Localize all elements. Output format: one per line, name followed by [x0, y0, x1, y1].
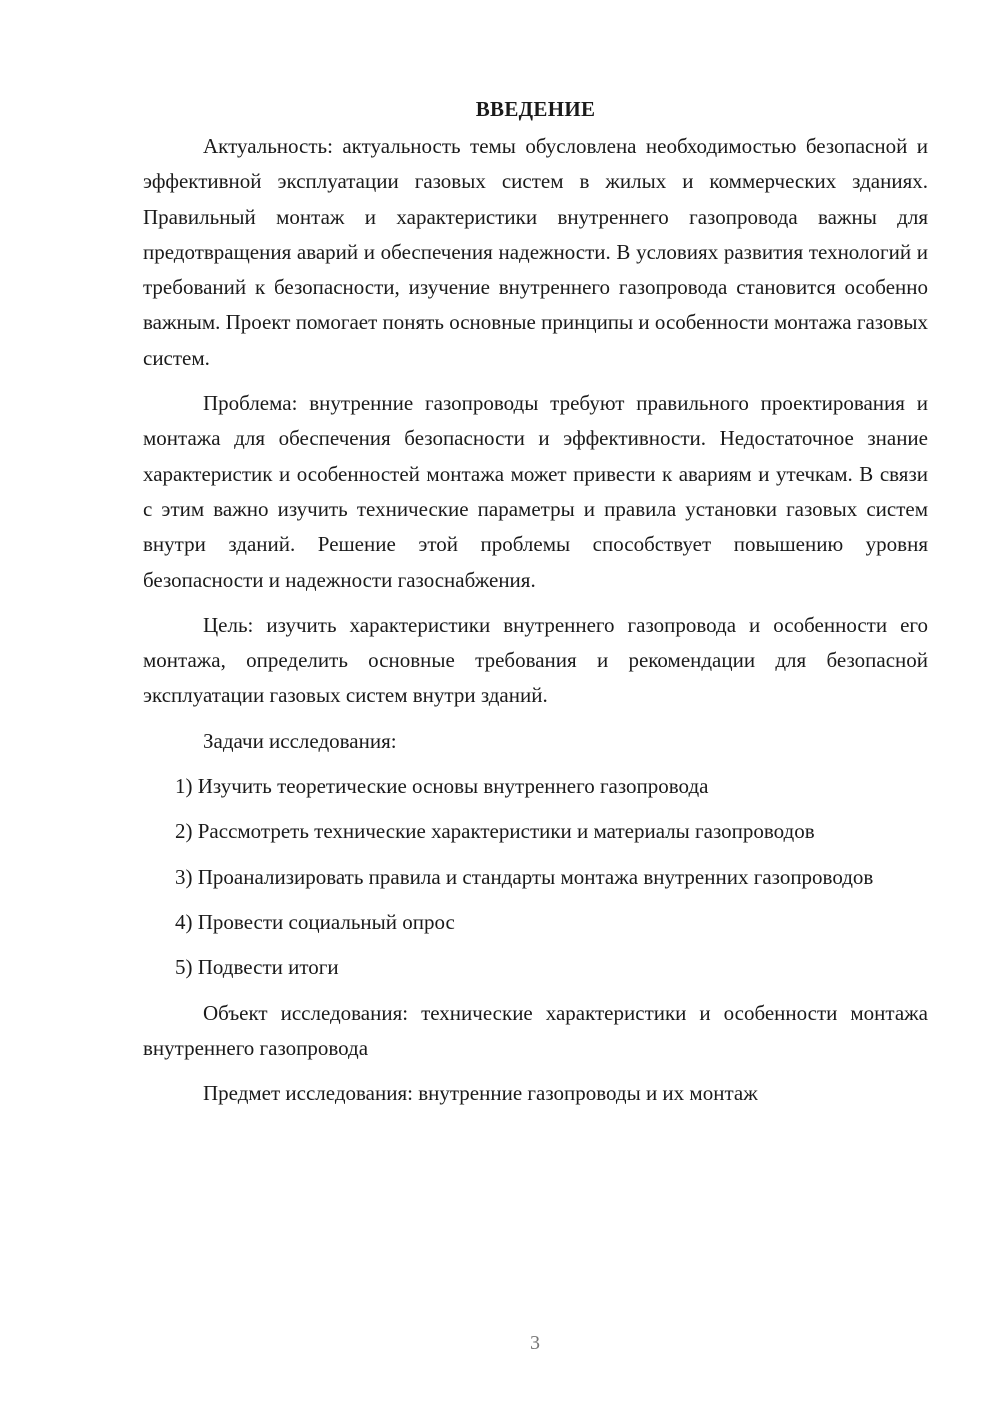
page-number: 3 — [530, 1332, 540, 1354]
goal-paragraph: Цель: изучить характеристики внутреннего газопровода и особенности его монтажа, определить основные требования и рекомендации для безопасной эксплуатации газовых систем внутри зданий. — [143, 612, 928, 708]
list-item: 5) Подвести итоги — [175, 955, 339, 980]
list-item: 2) Рассмотреть технические характеристики и материалы газопроводов — [175, 819, 815, 844]
list-item: 4) Провести социальный опрос — [175, 909, 455, 934]
page-title: ВВЕДЕНИЕ — [475, 97, 596, 121]
list-item: 3) Проанализировать правила и стандарты монтажа внутренних газопроводов — [175, 864, 874, 889]
object-paragraph: Объект исследования: технические характеристики и особенности монтажа внутреннего газопровода — [143, 1000, 928, 1060]
tasks-list — [143, 769, 928, 985]
problem-paragraph: Проблема: внутренние газопроводы требуют правильного проектирования и монтажа для обеспечения безопасности и эффективности. Недостаточное знание характеристик и особенностей монтажа может привести к авариям и утечкам. В связи с этим важно изучить технические параметры и правила установки газовых систем внутри зданий. Решение этой проблемы способствует повышению уровня безопасности и надежности газоснабжения. — [143, 391, 928, 592]
tasks-heading: Задачи исследования: — [203, 728, 397, 753]
relevance-paragraph: Актуальность: актуальность темы обусловлена необходимостью безопасной и эффективной эксплуатации газовых систем в жилых и коммерческих зданиях. Правильный монтаж и характеристики внутреннего газопровода важны для предотвращения аварий и обеспечения надежности. В условиях развития технологий и требований к безопасности, изучение внутреннего газопровода становится особенно важным. Проект помогает понять основные принципы и особенности монтажа газовых систем. — [143, 134, 928, 370]
list-item: 1) Изучить теоретические основы внутреннего газопровода — [175, 774, 709, 799]
subject-paragraph: Предмет исследования: внутренние газопроводы и их монтаж — [203, 1081, 758, 1106]
document-page — [143, 92, 928, 1121]
